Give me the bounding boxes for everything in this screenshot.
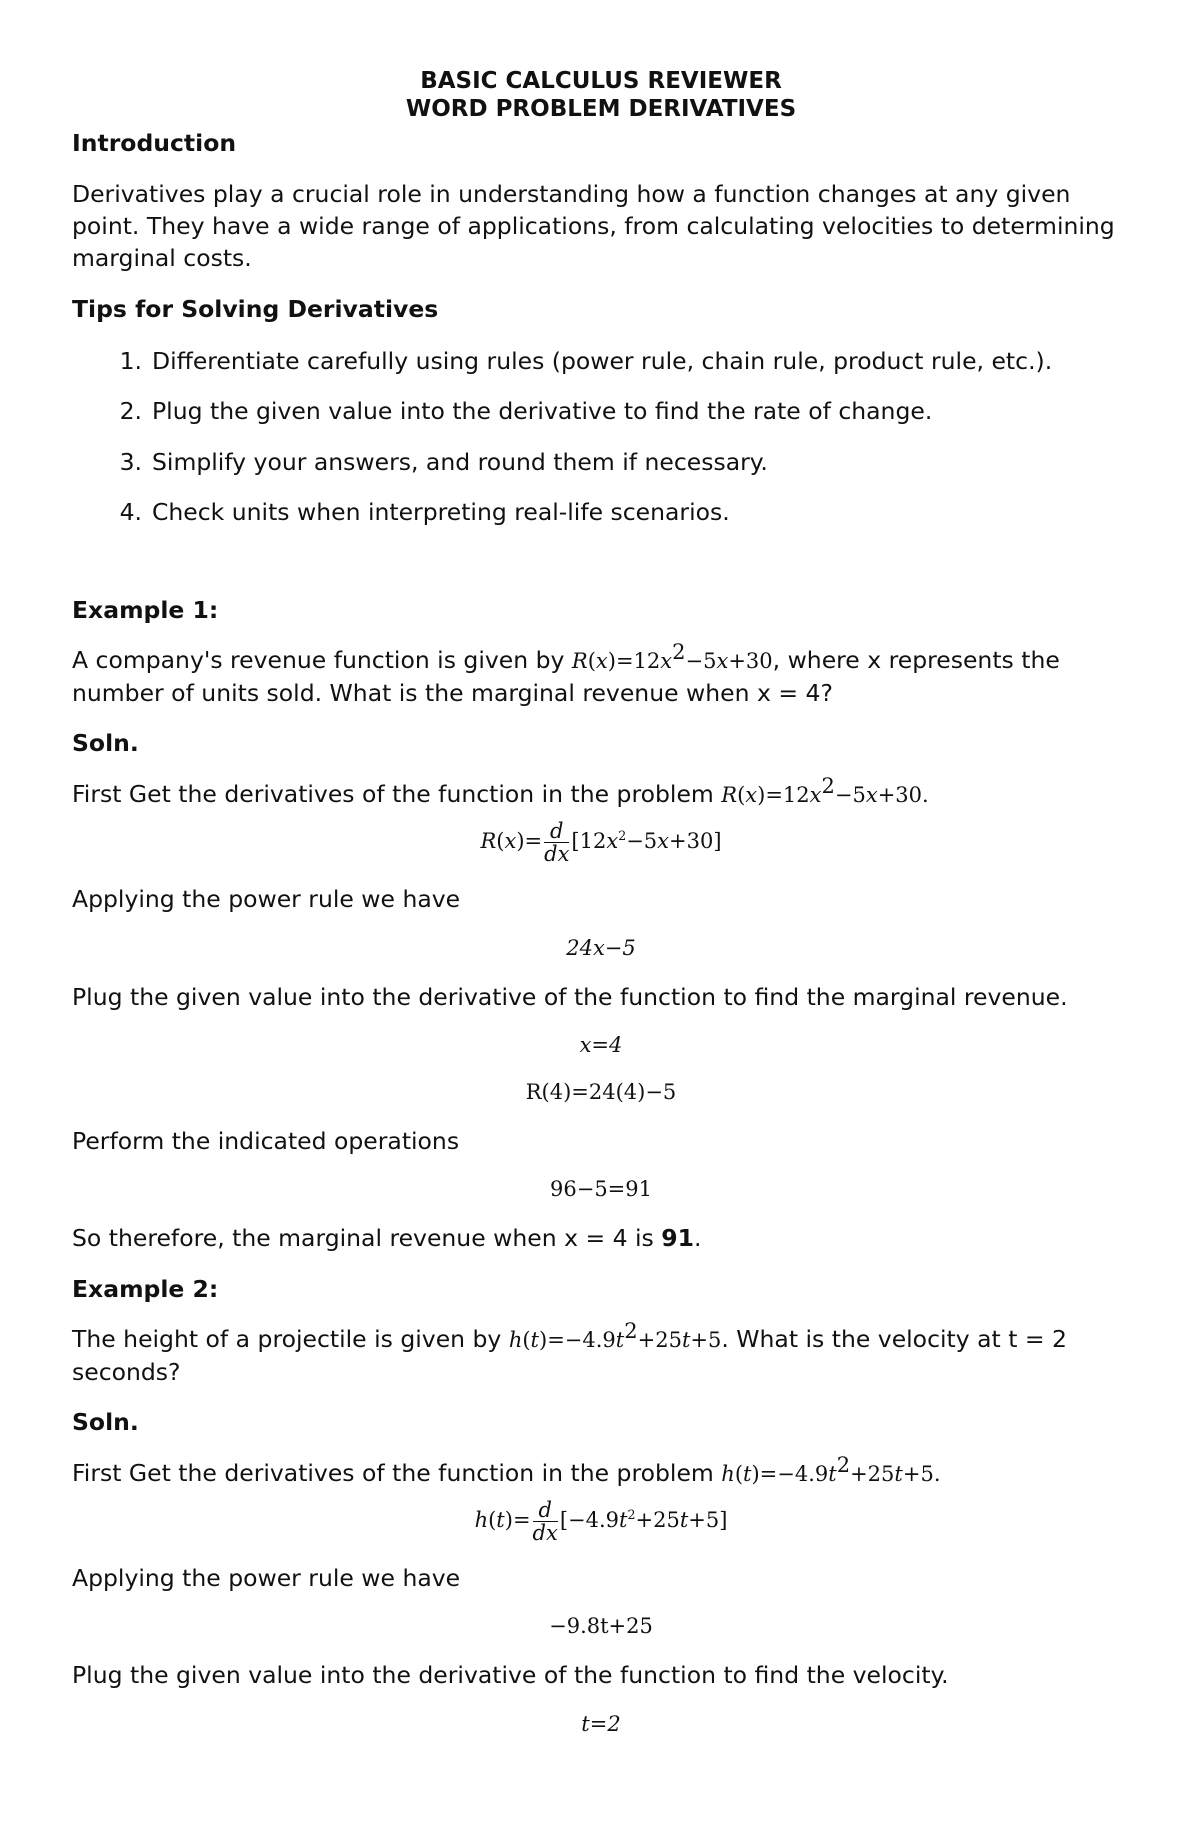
example2-derivative-setup: h(t)= $\frac{d}{dx}$ $[-4.9t^2+25t+5]$ (474, 1497, 728, 1545)
introduction-paragraph: Derivatives play a crucial role in understanding how a function changes at any given point. They have a wide range of applications, from calculating velocities to determining marginal costs. (72, 179, 1115, 273)
tip-item: 2. Plug the given value into the derivative to find the rate of change. (119, 397, 933, 426)
example2-t-value: t=2 (581, 1711, 621, 1736)
example2-soln-label: Soln. (72, 1408, 139, 1437)
example1-heading: Example 1: (72, 596, 219, 625)
example1-step2: Applying the power rule we have (72, 885, 461, 914)
document-title-line2: WORD PROBLEM DERIVATIVES (405, 95, 797, 122)
example1-derivative-result: 24x−5 (566, 935, 636, 960)
document-title-line1: BASIC CALCULUS REVIEWER (420, 68, 782, 94)
tip-item: 1. Differentiate carefully using rules (power rule, chain rule, product rule, etc.). (119, 347, 1053, 376)
tips-list (72, 347, 1130, 526)
example1-soln-label: Soln. (72, 729, 139, 758)
example1-step1: First Get the derivatives of the function in the problem $R(x)=12x^2-5x+30$. (72, 773, 929, 808)
example2-step1: First Get the derivatives of the function in the problem $h(t)=-4.9t^2+25t+5$. (72, 1452, 941, 1487)
example2-derivative-result: −9.8t+25 (549, 1614, 653, 1639)
tips-heading: Tips for Solving Derivatives (72, 294, 439, 323)
example2-heading: Example 2: (72, 1274, 219, 1303)
example1-conclusion: So therefore, the marginal revenue when x = 4 is 91. (72, 1224, 702, 1253)
example1-substitution: R(4)=24(4)−5 (525, 1080, 677, 1105)
tip-item: 3. Simplify your answers, and round them if necessary. (119, 447, 768, 476)
example1-step3: Plug the given value into the derivative of the function to find the marginal revenue. (72, 982, 1068, 1011)
tip-item: 4. Check units when interpreting real-life scenarios. (119, 497, 730, 526)
example1-x-value: x=4 (579, 1033, 623, 1058)
example1-problem: A company's revenue function is given by $R(x)=12x^2-5x+30$, where x represents the number of units sold. What is the marginal revenue when x = 4? (72, 640, 1060, 707)
example1-result: 96−5=91 (550, 1177, 652, 1202)
example2-step2: Applying the power rule we have (72, 1564, 461, 1593)
example2-step3: Plug the given value into the derivative of the function to find the velocity. (72, 1661, 949, 1690)
example1-answer: 91 (661, 1224, 694, 1253)
example1-derivative-setup: R(x)= $\frac{d}{dx}$ $[12x^2-5x+30]$ (480, 819, 722, 867)
introduction-heading: Introduction (72, 129, 237, 158)
example2-problem: The height of a projectile is given by $h(t)=-4.9t^2+25t+5$. What is the velocity at t = 2 seconds? (72, 1319, 1067, 1386)
example1-step4: Perform the indicated operations (72, 1127, 460, 1155)
